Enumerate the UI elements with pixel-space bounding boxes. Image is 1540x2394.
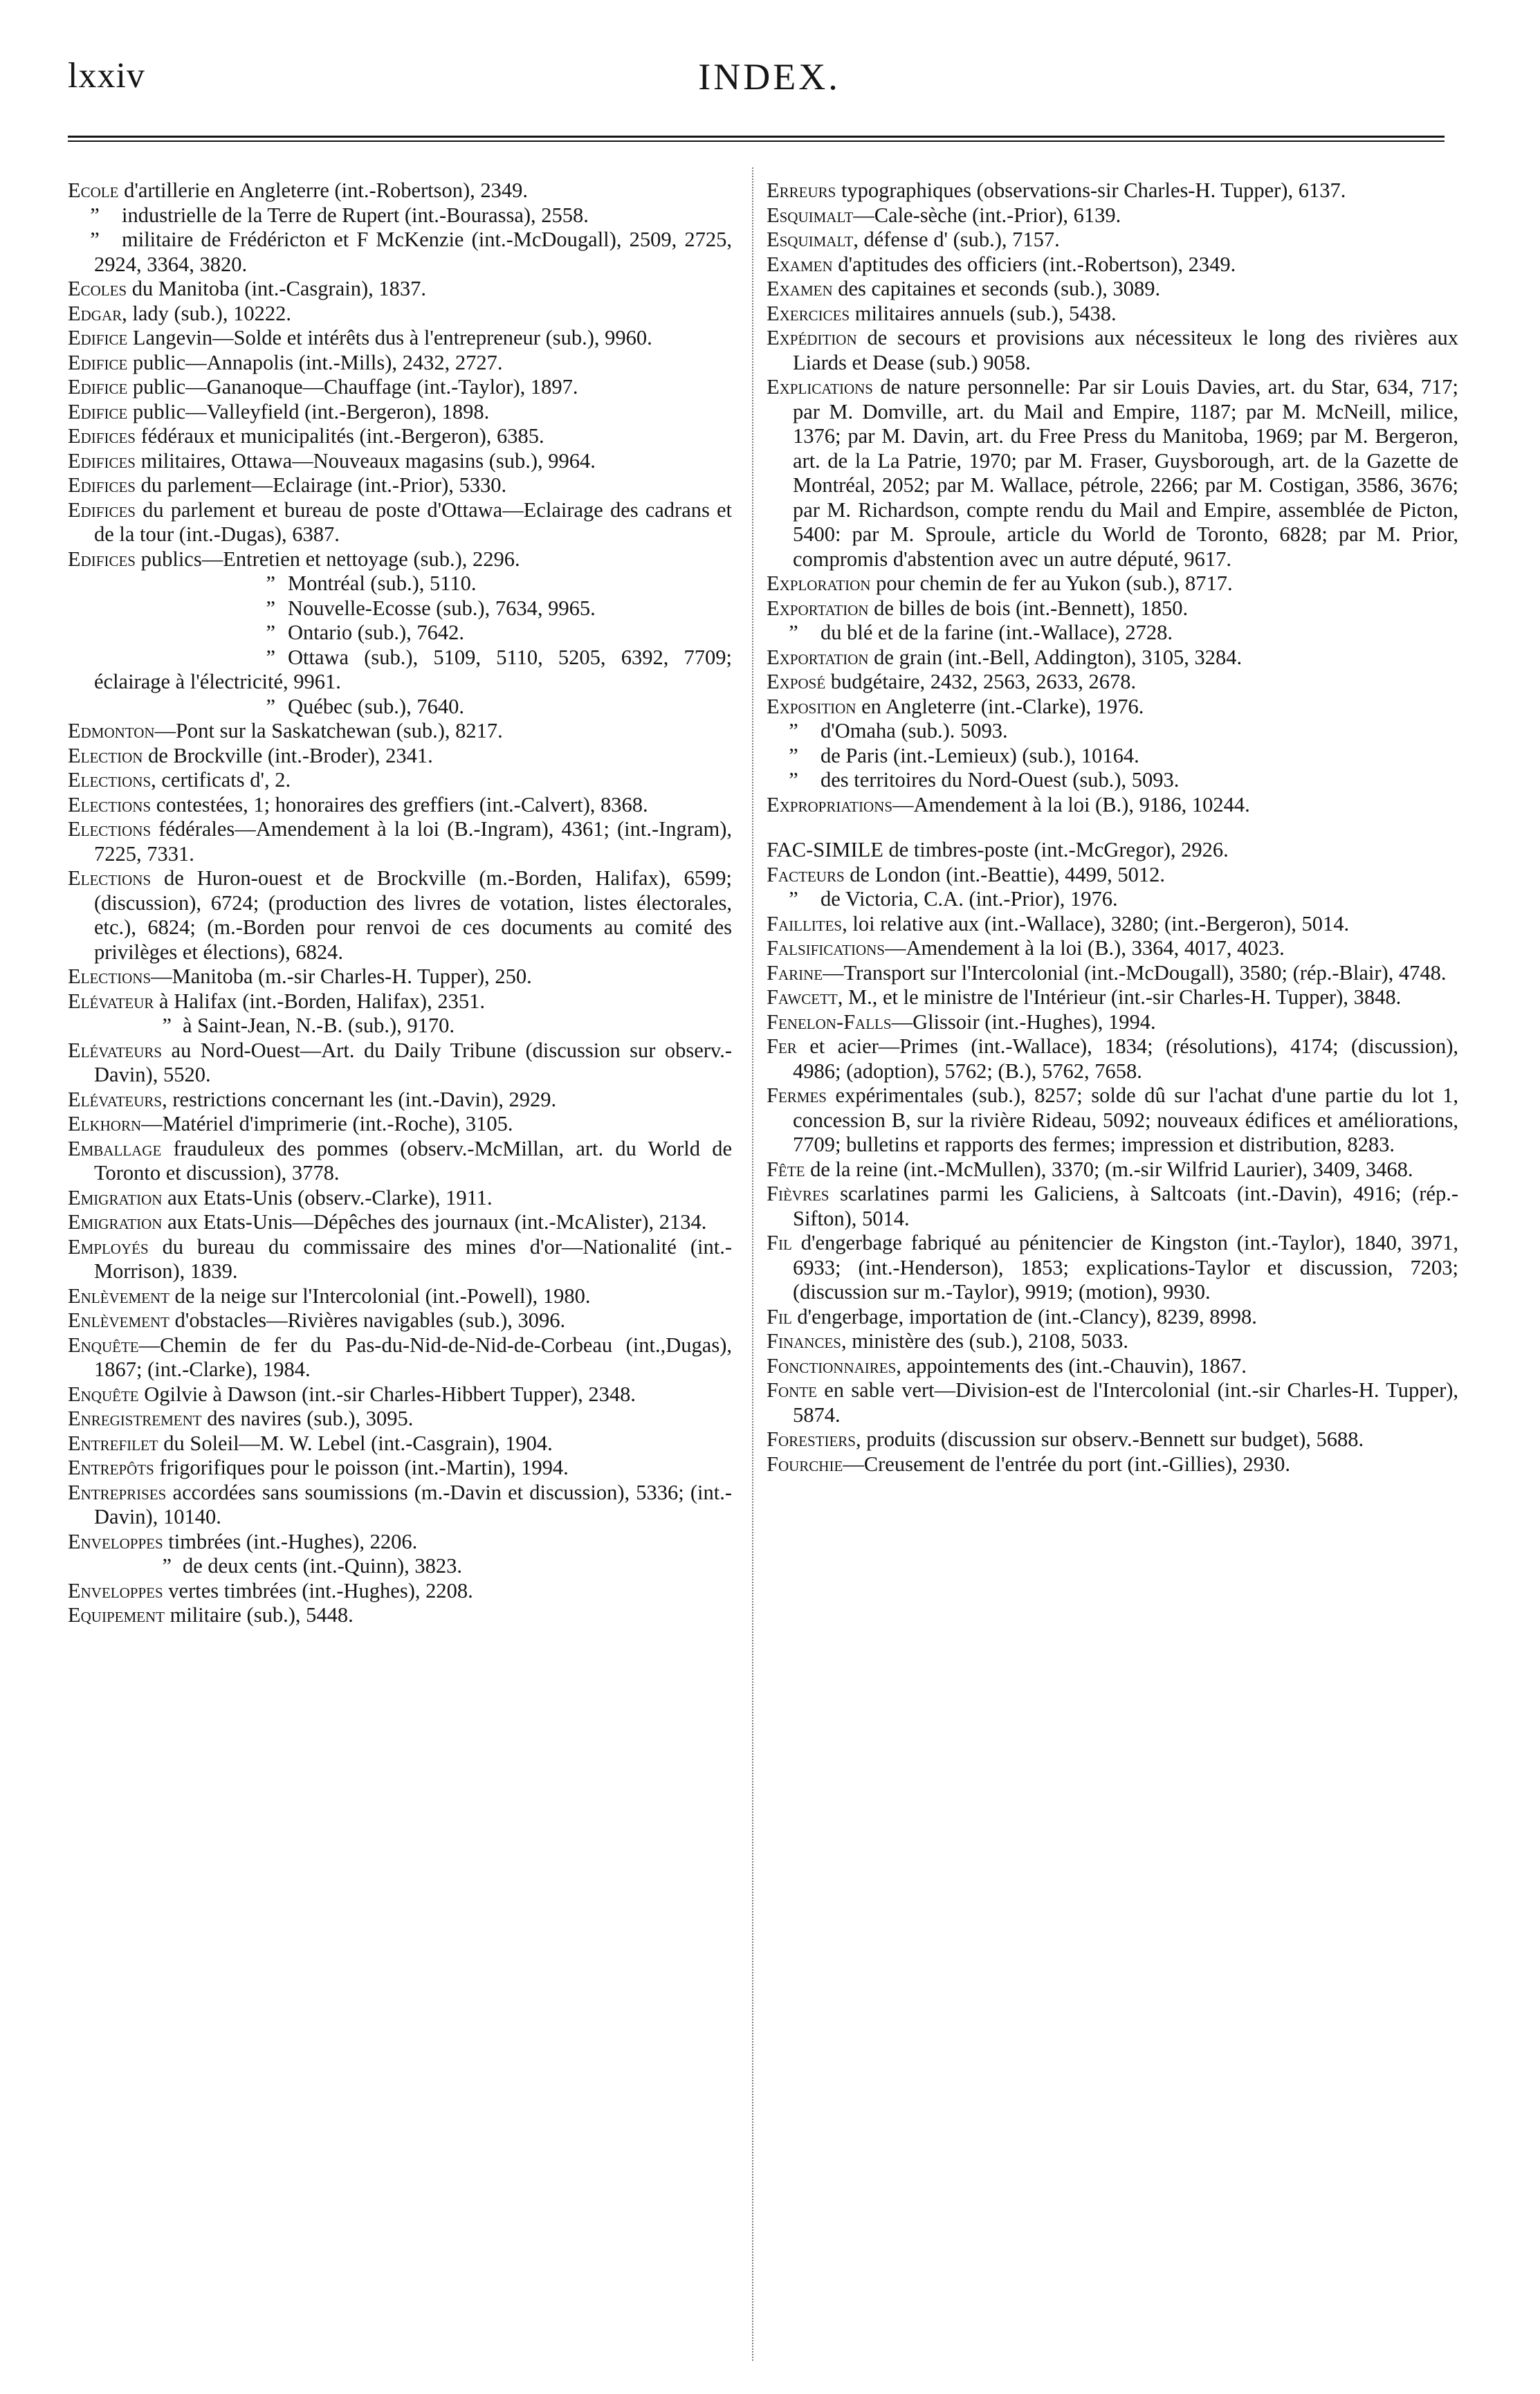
entry-heading: Ecole (68, 179, 119, 202)
entry-text: militaires, Ottawa—Nouveaux magasins (sub.), 9964. (140, 448, 596, 473)
index-entry (68, 1014, 732, 1039)
entry-text: frauduleux des pommes (observ.-McMillan, art. du World de Toronto et discussion), 3778. (94, 1136, 733, 1185)
entry-text: , loi relative aux (int.-Wallace), 3280; (int.-Bergeron), 5014. (842, 911, 1350, 935)
index-entry (767, 277, 1458, 302)
entry-text: de London (int.-Beattie), 4499, 5012. (850, 862, 1165, 886)
index-entry (68, 1333, 732, 1382)
index-entry (68, 424, 732, 449)
entry-text: Ontario (sub.), 7642. (288, 621, 464, 644)
entry-heading: Fenelon-Falls (767, 1009, 892, 1034)
index-entry (767, 768, 1458, 793)
index-entry (68, 375, 732, 400)
index-entry (767, 621, 1458, 646)
index-entry (68, 1112, 732, 1137)
entry-heading: Edifices (68, 424, 136, 448)
entry-text: scarlatines parmi les Galiciens, à Saltcoats (int.-Davin), 4916; (rép.-Sifton), 5014. (793, 1182, 1459, 1230)
entry-heading: Enlèvement (68, 1308, 169, 1332)
right-column (767, 179, 1458, 1477)
index-entry (68, 621, 732, 646)
entry-heading: Farine (767, 960, 823, 985)
ditto-mark: ” (266, 596, 275, 620)
index-entry (68, 1432, 732, 1456)
entry-text: militaire (sub.), 5448. (169, 1603, 354, 1627)
entry-heading: Entrefilet (68, 1431, 158, 1455)
entry-text: et acier—Primes (int.-Wallace), 1834; (résolutions), 4174; (discussion), 4986; (adoption), 5762; (B.), 5762, 7658. (793, 1034, 1458, 1083)
entry-text: pour chemin de fer au Yukon (sub.), 8717. (876, 572, 1233, 595)
entry-heading: Election (68, 743, 143, 767)
entry-heading: Equipement (68, 1603, 165, 1627)
entry-text: , produits (discussion sur observ.-Bennett sur budget), 5688. (855, 1427, 1364, 1451)
index-entry (767, 695, 1458, 720)
entry-text: —Manitoba (m.-sir Charles-H. Tupper), 250. (151, 965, 532, 988)
index-entry (68, 449, 732, 474)
entry-text: Ogilvie à Dawson (int.-sir Charles-Hibbert Tupper), 2348. (144, 1382, 636, 1406)
entry-heading: Esquimalt (767, 228, 854, 251)
entry-heading: Elections (68, 866, 152, 890)
index-entry (767, 253, 1458, 277)
index-entry (68, 1088, 732, 1113)
entry-heading: Erreurs (767, 179, 836, 202)
index-entry (68, 719, 732, 744)
entry-text: d'engerbage, importation de (int.-Clancy), 8239, 8998. (797, 1304, 1257, 1328)
ditto-mark: ” (789, 887, 798, 911)
entry-text: , ministère des (sub.), 2108, 5033. (841, 1329, 1129, 1353)
index-entry (767, 228, 1458, 253)
entry-text: Québec (sub.), 7640. (288, 694, 464, 718)
entry-heading: Fer (767, 1034, 797, 1058)
entry-heading: Fonte (767, 1378, 817, 1402)
index-entry (767, 375, 1458, 572)
index-entry (767, 863, 1458, 888)
entry-text: du blé et de la farine (int.-Wallace), 2728. (821, 621, 1173, 644)
index-entry (767, 1329, 1458, 1354)
entry-text: d'artillerie en Angleterre (int.-Robertson), 2349. (124, 179, 529, 202)
index-entry (767, 912, 1458, 937)
entry-text: au Nord-Ouest—Art. du Daily Tribune (discussion sur observ.-Davin), 5520. (94, 1038, 732, 1086)
entry-text: —Matériel d'imprimerie (int.-Roche), 3105. (141, 1112, 513, 1135)
index-entry (767, 1354, 1458, 1379)
page-number: lxxiv (68, 56, 145, 95)
entry-heading: Fil (767, 1304, 792, 1328)
entry-text: des capitaines et seconds (sub.), 3089. (838, 277, 1161, 300)
entry-text: , M., et le ministre de l'Intérieur (int.-sir Charles-H. Tupper), 3848. (837, 985, 1402, 1009)
entry-text: de Brockville (int.-Broder), 2341. (148, 743, 433, 767)
index-entry (68, 1530, 732, 1555)
page-header (68, 55, 1471, 105)
index-entry (767, 1305, 1458, 1330)
entry-heading: Emigration (68, 1210, 163, 1234)
entry-text: aux Etats-Unis—Dépêches des journaux (int.-McAlister), 2134. (167, 1210, 707, 1234)
index-entry (767, 670, 1458, 695)
index-entry (767, 838, 1458, 863)
entry-heading: Edifice (68, 375, 128, 399)
entry-text: frigorifiques pour le poisson (int.-Martin), 1994. (159, 1456, 569, 1479)
entry-heading: Exercices (767, 301, 850, 325)
index-entry (767, 1034, 1458, 1084)
entry-heading: Elévateurs (68, 1038, 163, 1062)
index-entry (68, 1284, 732, 1309)
entry-heading: Entreprises (68, 1480, 167, 1504)
ditto-mark: ” (266, 621, 275, 644)
entry-text: en sable vert—Division-est de l'Intercolonial (int.-sir Charles-H. Tupper), 5874. (793, 1378, 1459, 1427)
entry-text: de grain (int.-Bell, Addington), 3105, 3284. (874, 645, 1243, 669)
index-entry (68, 768, 732, 793)
index-entry (68, 1186, 732, 1211)
entry-heading: Examen (767, 277, 833, 300)
entry-text: —Amendement à la loi (B.), 3364, 4017, 4023. (884, 936, 1285, 960)
entry-text: —Transport sur l'Intercolonial (int.-McDougall), 3580; (rép.-Blair), 4748. (823, 960, 1447, 985)
entry-heading: Edgar (68, 301, 122, 325)
entry-heading: Edifice (68, 326, 128, 349)
entry-text: —Amendement à la loi (B.), 9186, 10244. (892, 792, 1250, 816)
entry-text: timbrées (int.-Hughes), 2206. (168, 1529, 418, 1553)
entry-text: de billes de bois (int.-Bennett), 1850. (874, 596, 1189, 620)
index-entry (68, 277, 732, 302)
entry-text: budgétaire, 2432, 2563, 2633, 2678. (830, 670, 1137, 693)
entry-text: Nouvelle-Ecosse (sub.), 7634, 9965. (288, 596, 596, 620)
entry-text: des navires (sub.), 3095. (207, 1407, 414, 1430)
entry-text: militaires annuels (sub.), 5438. (854, 301, 1117, 325)
entry-text: du Manitoba (int.-Casgrain), 1837. (131, 277, 426, 300)
header-rule (68, 136, 1445, 142)
entry-text: industrielle de la Terre de Rupert (int.-Bourassa), 2558. (122, 203, 589, 227)
entry-text: , restrictions concernant les (int.-Davin), 2929. (162, 1087, 557, 1111)
index-entry (767, 326, 1458, 375)
left-column (68, 179, 732, 1628)
entry-text: publics—Entretien et nettoyage (sub.), 2296. (140, 547, 520, 571)
index-entry (68, 326, 732, 351)
ditto-mark: ” (162, 1554, 172, 1578)
entry-heading: Elections (68, 817, 152, 841)
entry-text: —Creusement de l'entrée du port (int.-Gillies), 2930. (843, 1452, 1290, 1476)
entry-text: —Pont sur la Saskatchewan (sub.), 8217. (154, 719, 503, 742)
entry-text: fédéraux et municipalités (int.-Bergeron), 6385. (140, 424, 544, 448)
entry-heading: Faillites (767, 911, 843, 935)
entry-heading: Exposition (767, 694, 856, 718)
index-entry (68, 817, 732, 866)
entry-heading: Forestiers (767, 1427, 856, 1451)
entry-heading: Fièvres (767, 1182, 829, 1205)
entry-heading: Entrepôts (68, 1456, 154, 1479)
index-entry (767, 719, 1458, 744)
entry-text: en Angleterre (int.-Clarke), 1976. (861, 694, 1144, 718)
entry-text: de Victoria, C.A. (int.-Prior), 1976. (821, 887, 1118, 911)
entry-text: du bureau du commissaire des mines d'or—Nationalité (int.-Morrison), 1839. (94, 1234, 733, 1283)
index-entry (68, 498, 732, 547)
entry-heading: Elkhorn (68, 1112, 142, 1135)
entry-heading: Emigration (68, 1185, 163, 1209)
index-entry (767, 744, 1458, 769)
entry-text: , appointements des (int.-Chauvin), 1867. (896, 1353, 1247, 1378)
index-entry (68, 547, 732, 572)
entry-text: d'engerbage fabriqué au pénitencier de Kingston (int.-Taylor), 1840, 3971, 6933; (int.-Henderson), 1853; explications-Taylor et discussion, 7203; (discussion sur m.-Taylor), 9919; (motion), 9930. (793, 1231, 1458, 1304)
entry-text: fédérales—Amendement à la loi (B.-Ingram), 4361; (int.-Ingram), 7225, 7331. (94, 817, 732, 866)
index-entry (68, 1407, 732, 1432)
ditto-mark: ” (90, 228, 100, 251)
index-entry (68, 1210, 732, 1235)
entry-heading: Elections (68, 768, 152, 792)
entry-heading: Edifices (68, 547, 136, 571)
entry-text: de timbres-poste (int.-McGregor), 2926. (888, 838, 1229, 861)
index-entry (68, 866, 732, 965)
index-entry (68, 302, 732, 327)
index-entry (767, 793, 1458, 818)
entry-text: contestées, 1; honoraires des greffiers (int.-Calvert), 8368. (156, 792, 648, 816)
index-entry (68, 744, 732, 769)
index-entry (767, 203, 1458, 228)
index-entry (68, 1554, 732, 1579)
entry-heading: Esquimalt (767, 203, 854, 227)
index-entry (767, 1010, 1458, 1035)
entry-heading: Elections (68, 965, 152, 988)
entry-heading: Exploration (767, 572, 871, 595)
entry-text: des territoires du Nord-Ouest (sub.), 5093. (821, 768, 1180, 792)
entry-heading: Edifices (68, 497, 136, 522)
index-entry (767, 961, 1458, 986)
index-entry (68, 1137, 732, 1186)
entry-heading: FAC-SIMILE (767, 838, 883, 861)
entry-heading: Fermes (767, 1084, 827, 1107)
entry-heading: Fawcett (767, 985, 838, 1009)
entry-text: vertes timbrées (int.-Hughes), 2208. (168, 1578, 473, 1602)
entry-text: de Paris (int.-Lemieux) (sub.), 10164. (821, 743, 1139, 767)
index-entry (68, 1579, 732, 1604)
entry-text: de secours et provisions aux nécessiteux le long des rivières aux Liards et Dease (sub.) 9058. (793, 326, 1459, 374)
entry-text: de deux cents (int.-Quinn), 3823. (183, 1554, 463, 1578)
entry-text: d'obstacles—Rivières navigables (sub.), 3096. (174, 1308, 566, 1332)
page-title: INDEX. (698, 56, 841, 98)
index-entry (68, 646, 732, 695)
entry-heading: Exportation (767, 596, 869, 620)
entry-text: à Halifax (int.-Borden, Halifax), 2351. (159, 989, 485, 1013)
index-entry (767, 596, 1458, 621)
entry-text: d'Omaha (sub.). 5093. (821, 719, 1008, 742)
entry-heading: Finances (767, 1329, 841, 1353)
entry-text: —Glissoir (int.-Hughes), 1994. (891, 1009, 1156, 1034)
index-entry (767, 1452, 1458, 1477)
entry-text: public—Annapolis (int.-Mills), 2432, 2727. (132, 350, 503, 374)
entry-heading: Fonctionnaires (767, 1353, 897, 1378)
entry-heading: Enregistrement (68, 1407, 202, 1430)
entry-text: , certificats d', 2. (151, 768, 291, 792)
column-divider (752, 167, 753, 2361)
index-entry (68, 1603, 732, 1628)
ditto-mark: ” (90, 203, 100, 227)
entry-heading: Elévateur (68, 989, 154, 1013)
index-entry (767, 179, 1458, 203)
entry-heading: Enquête (68, 1333, 139, 1357)
ditto-mark: ” (266, 572, 275, 595)
entry-heading: Facteurs (767, 862, 845, 886)
ditto-mark: ” (789, 719, 798, 742)
entry-heading: Expédition (767, 326, 857, 349)
entry-heading: Expropriations (767, 792, 892, 816)
entry-heading: Ecoles (68, 277, 127, 300)
index-entry (767, 572, 1458, 596)
entry-text: public—Valleyfield (int.-Bergeron), 1898. (132, 399, 490, 423)
entry-heading: Fil (767, 1231, 792, 1254)
entry-heading: Enquête (68, 1382, 139, 1406)
index-entry (68, 1308, 732, 1333)
entry-heading: Exportation (767, 645, 869, 669)
ditto-mark: ” (266, 645, 275, 669)
entry-heading: Edifice (68, 350, 128, 374)
entry-text: à Saint-Jean, N.-B. (sub.), 9170. (183, 1014, 455, 1037)
index-entry (68, 965, 732, 989)
index-entry (68, 1382, 732, 1407)
entry-text: Langevin—Solde et intérêts dus à l'entrepreneur (sub.), 9960. (132, 326, 652, 349)
index-entry (68, 1481, 732, 1530)
index-entry (68, 1235, 732, 1284)
index-entry (68, 473, 732, 498)
entry-text: , défense d' (sub.), 7157. (853, 228, 1060, 251)
ditto-mark: ” (789, 768, 798, 792)
entry-text: —Chemin de fer du Pas-du-Nid-de-Nid-de-Corbeau (int.,Dugas), 1867; (int.-Clarke), 1984. (94, 1333, 732, 1381)
entry-heading: Enveloppes (68, 1529, 163, 1553)
index-entry (68, 203, 732, 228)
entry-text: public—Gananoque—Chauffage (int.-Taylor), 1897. (132, 375, 578, 399)
index-entry (68, 989, 732, 1014)
index-entry (767, 302, 1458, 327)
entry-heading: Elections (68, 792, 152, 816)
entry-heading: Explications (767, 375, 873, 399)
entry-heading: Enveloppes (68, 1578, 163, 1602)
index-entry (767, 1158, 1458, 1182)
ditto-mark: ” (789, 621, 798, 644)
entry-text: militaire de Frédéricton et F McKenzie (int.-McDougall), 2509, 2725, 2924, 3364, 3820. (94, 228, 732, 276)
entry-heading: Employés (68, 1234, 149, 1259)
entry-text: du parlement—Eclairage (int.-Prior), 5330. (140, 473, 507, 497)
entry-text: d'aptitudes des officiers (int.-Robertson), 2349. (838, 252, 1236, 276)
entry-text: Montréal (sub.), 5110. (288, 572, 477, 595)
index-entry (68, 400, 732, 425)
index-entry (68, 351, 732, 376)
ditto-mark: ” (266, 694, 275, 718)
entry-heading: Edifice (68, 399, 128, 423)
entry-text: aux Etats-Unis (observ.-Clarke), 1911. (167, 1185, 493, 1209)
entry-text: de Huron-ouest et de Brockville (m.-Borden, Halifax), 6599; (discussion), 6724; (production des livres de votation, listes électorales, etc.), 6824; (m.-Borden pour renvoi de ces documents au comité des privilèges et élections), 6824. (94, 866, 733, 964)
entry-heading: Elévateurs (68, 1087, 163, 1111)
index-entry (68, 596, 732, 621)
index-entry (767, 1182, 1458, 1231)
ditto-mark: ” (162, 1014, 172, 1037)
entry-text: expérimentales (sub.), 8257; solde dû sur l'achat d'une partie du lot 1, concession B, sur la rivière Rideau, 5092; nouveaux édifices et améliorations, 7709; bulletins et rapports des fermes; impression et distribution, 8283. (793, 1084, 1458, 1156)
index-entry (68, 1039, 732, 1088)
entry-text: typographiques (observations-sir Charles-H. Tupper), 6137. (841, 179, 1346, 202)
index-entry (767, 1427, 1458, 1452)
entry-text: de la reine (int.-McMullen), 3370; (m.-sir Wilfrid Laurier), 3409, 3468. (810, 1157, 1413, 1181)
index-entry (767, 887, 1458, 912)
entry-heading: Exposé (767, 670, 826, 693)
entry-heading: Emballage (68, 1136, 162, 1160)
index-entry (767, 646, 1458, 670)
entry-heading: Edmonton (68, 719, 155, 742)
index-entry (68, 695, 732, 720)
entry-heading: Examen (767, 252, 833, 276)
entry-heading: Edifices (68, 473, 136, 497)
index-entry (68, 228, 732, 277)
entry-text: accordées sans soumissions (m.-Davin et discussion), 5336; (int.-Davin), 10140. (94, 1480, 732, 1528)
index-entry (68, 793, 732, 818)
entry-text: —Cale-sèche (int.-Prior), 6139. (853, 203, 1121, 227)
index-entry (767, 936, 1458, 961)
index-entry (68, 572, 732, 596)
entry-text: de nature personnelle: Par sir Louis Davies, art. du Star, 634, 717; par M. Domville, art. du Mail and Empire, 1187; par M. McNeill, milice, 1376; par M. Davin, art. du Free Press du Manitoba, 1969; par M. Bergeron, art. de la La Patrie, 1970; par M. Fraser, Guysborough, art. de la Gazette de Montréal, 2052; par M. Wallace, pétrole, 2266; par M. Costigan, 3586, 3676; par M. Richardson, compte rendu du Mail and Empire, assemblée de Picton, 5400: par M. Sproule, article du World de Toronto, 6828; par M. Prior, compromis d'abstention avec un autre député, 9617. (793, 375, 1458, 571)
ditto-mark: ” (789, 743, 798, 767)
entry-heading: Enlèvement (68, 1283, 169, 1308)
entry-text: de la neige sur l'Intercolonial (int.-Powell), 1980. (174, 1283, 591, 1308)
entry-heading: Edifices (68, 448, 136, 473)
index-entry (767, 1231, 1458, 1305)
index-entry (767, 1378, 1458, 1427)
entry-text: du Soleil—M. W. Lebel (int.-Casgrain), 1904. (163, 1431, 553, 1455)
entry-text: du parlement et bureau de poste d'Ottawa—Eclairage des cadrans et de la tour (int.-Dugas), 6387. (94, 497, 732, 546)
entry-text: , lady (sub.), 10222. (122, 301, 291, 325)
entry-heading: Fête (767, 1157, 805, 1181)
entry-text: Ottawa (sub.), 5109, 5110, 5205, 6392, 7709; éclairage à l'électricité, 9961. (94, 645, 732, 693)
entry-heading: Falsifications (767, 936, 885, 960)
index-entry (68, 1456, 732, 1481)
index-entry (767, 985, 1458, 1010)
index-entry (68, 179, 732, 203)
index-entry (767, 1084, 1458, 1158)
entry-heading: Fourchie (767, 1452, 843, 1476)
